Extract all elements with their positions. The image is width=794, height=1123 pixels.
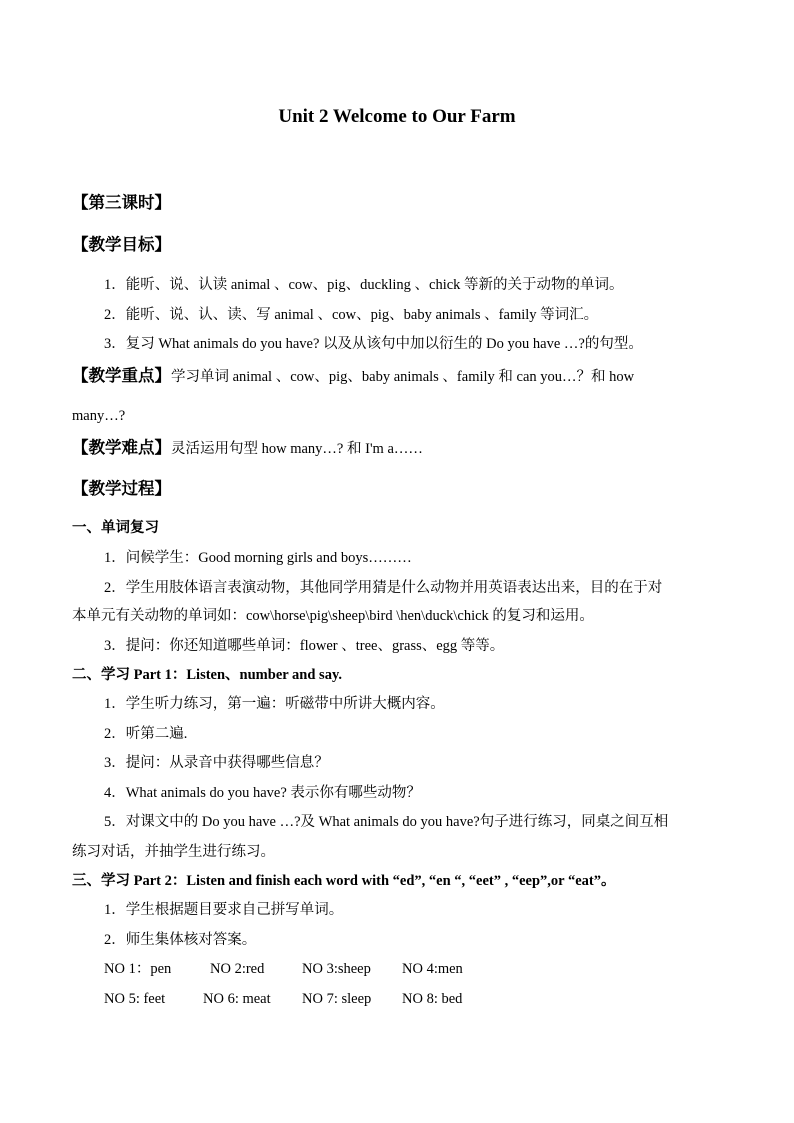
answer-item: NO 6: meat	[203, 991, 271, 1007]
key-points-continued: many…?	[72, 408, 126, 424]
answer-item: NO 7: sleep	[302, 991, 372, 1007]
section-3-item: 2．师生集体核对答案。	[104, 932, 257, 948]
section-2-item: 3．提问：从录音中获得哪些信息？	[104, 755, 329, 771]
section-1-heading: 一、单词复习	[72, 520, 159, 536]
process-heading: 【教学过程】	[72, 479, 171, 498]
answer-item: NO 4:men	[402, 961, 463, 977]
section-1-item: 2．学生用肢体语言表演动物，其他同学用猜是什么动物并用英语表达出来，目的在于对	[104, 580, 663, 596]
difficulties-label: 【教学难点】	[72, 438, 171, 457]
answer-item: NO 2:red	[210, 961, 265, 977]
section-3-heading: 三、学习 Part 2：Listen and finish each word with “ed”, “en “, “eet” , “eep”,or “eat”。	[72, 873, 616, 889]
answer-item: NO 1：pen	[104, 961, 172, 977]
key-points-text: 学习单词 animal 、cow、pig、baby animals 、family 和 can you…？和 how	[171, 369, 635, 385]
difficulties-text: 灵活运用句型 how many…? 和 I'm a……	[171, 441, 423, 457]
section-2-item: 4．What animals do you have? 表示你有哪些动物？	[104, 785, 421, 801]
objectives-heading: 【教学目标】	[72, 235, 171, 254]
objective-item: 1．能听、说、认读 animal 、cow、pig、duckling 、chick 等新的关于动物的单词。	[104, 277, 624, 293]
section-2-item: 练习对话，并抽学生进行练习。	[72, 844, 275, 860]
difficulties	[72, 438, 423, 459]
section-1-item: 1．问候学生：Good morning girls and boys………	[104, 550, 412, 566]
section-1-item: 本单元有关动物的单词如：cow\horse\pig\sheep\bird \hen\duck\chick 的复习和运用。	[72, 608, 594, 624]
section-3-item: 1．学生根据题目要求自己拼写单词。	[104, 902, 344, 918]
lesson-label: 【第三课时】	[72, 193, 171, 212]
key-points-label: 【教学重点】	[72, 366, 171, 385]
answer-item: NO 5: feet	[104, 991, 166, 1007]
key-points	[72, 366, 634, 387]
answer-item: NO 8: bed	[402, 991, 463, 1007]
objective-item: 2．能听、说、认、读、写 animal 、cow、pig、baby animals 、family 等词汇。	[104, 307, 599, 323]
section-2-heading: 二、学习 Part 1：Listen、number and say.	[72, 667, 343, 683]
section-1-item: 3．提问：你还知道哪些单词：flower 、tree、grass、egg 等等。	[104, 638, 505, 654]
section-2-item: 1．学生听力练习，第一遍：听磁带中所讲大概内容。	[104, 696, 445, 712]
document-title: Unit 2 Welcome to Our Farm	[278, 106, 516, 127]
section-2-item: 2．听第二遍.	[104, 726, 188, 742]
answer-item: NO 3:sheep	[302, 961, 371, 977]
section-2-item: 5．对课文中的 Do you have …?及 What animals do you have?句子进行练习，同桌之间互相	[104, 814, 669, 830]
objective-item: 3．复习 What animals do you have? 以及从该句中加以衍生的 Do you have …?的句型。	[104, 336, 643, 352]
